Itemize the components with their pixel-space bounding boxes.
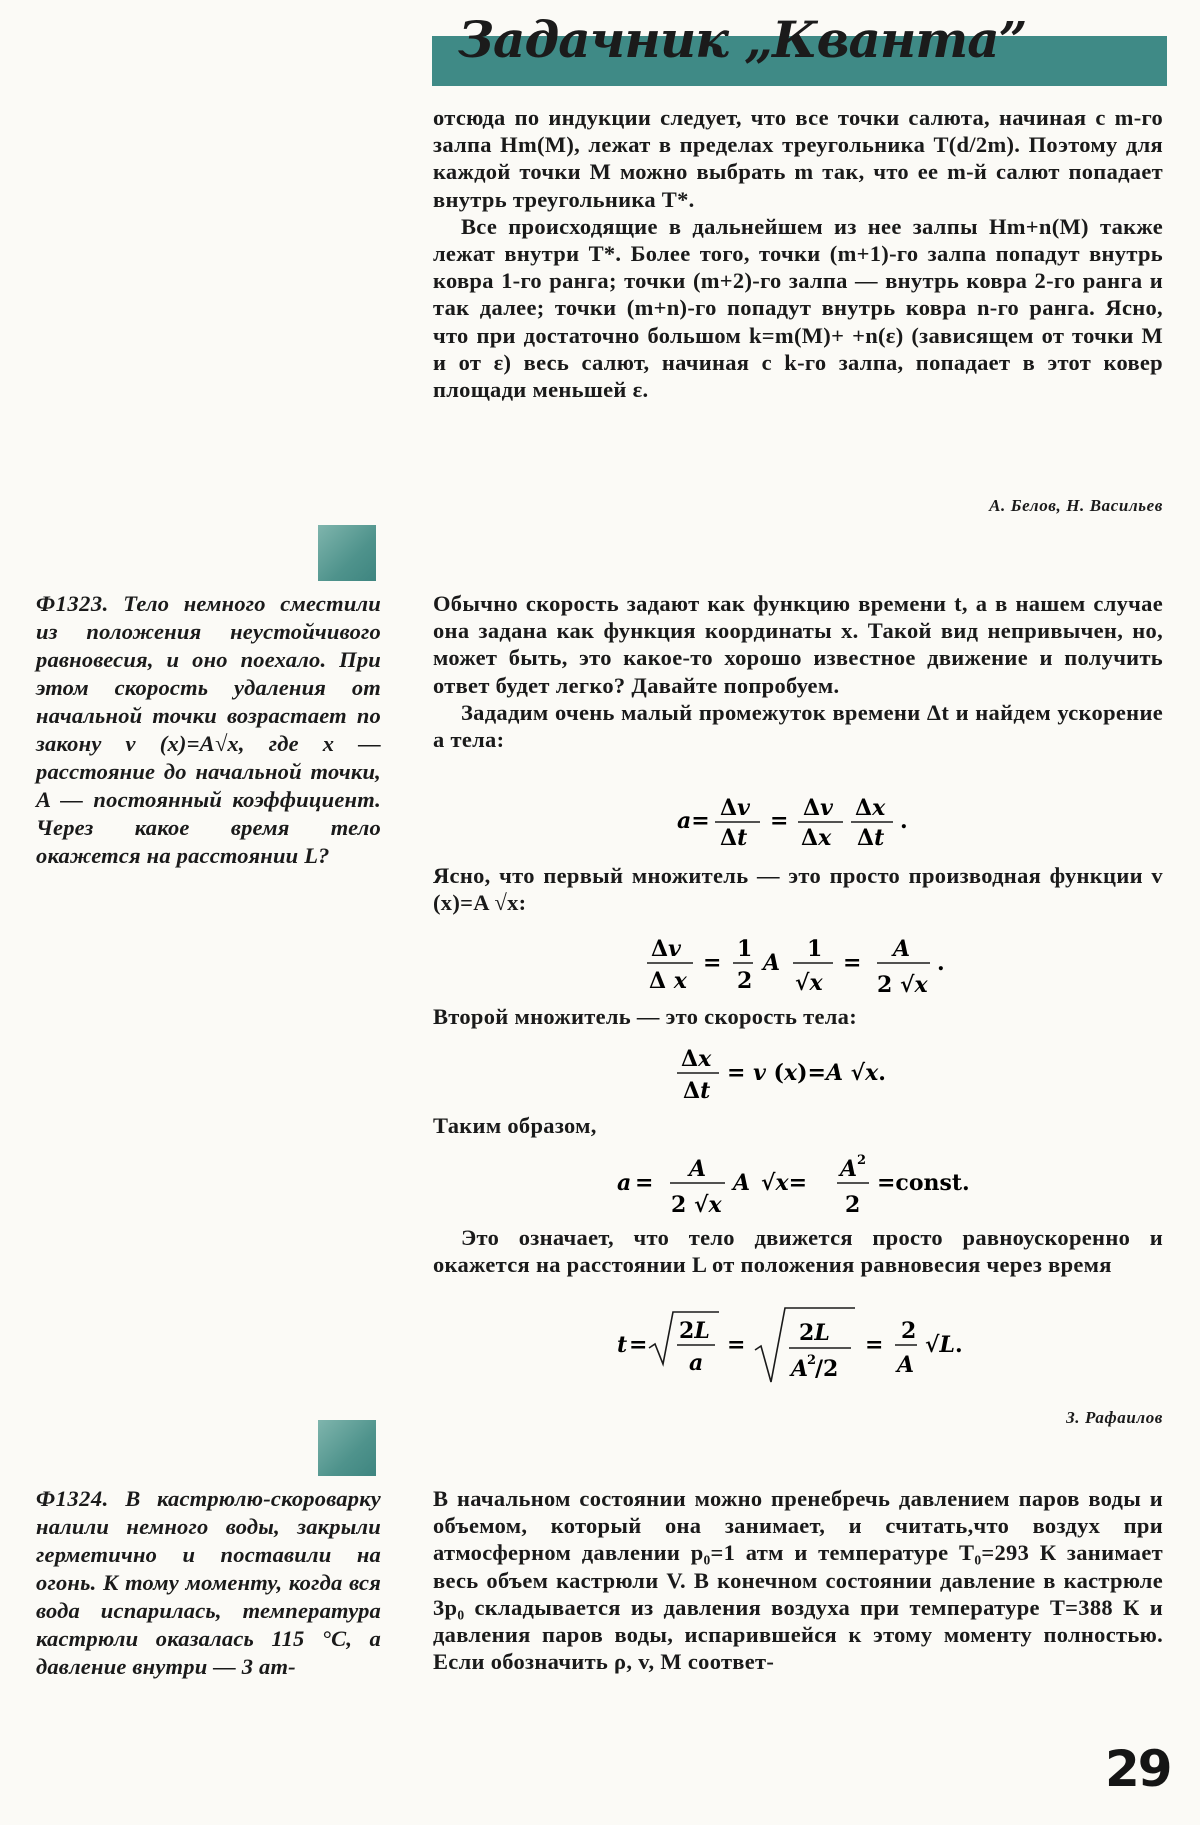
solution-paragraph-2: Зададим очень малый промежуток времени Δt и найдем ускорение a тела: xyxy=(433,699,1163,753)
svg-text:√x=: √x= xyxy=(761,1170,808,1196)
svg-text:Δx: Δx xyxy=(801,825,832,851)
problem-statement: Тело немного сместили из положения неустойчивого равновесия, и оно поехало. При этом скорость удаления от начальной точки возрастает по закону v (x)=A√x, где x — расстояние до начальной точки, A — постоянный коэффициент. Через какое время тело окажется на расстоянии L? xyxy=(36,591,381,868)
svg-text:√L.: √L. xyxy=(925,1332,963,1358)
solution-f1324-paragraph-1: В начальном состоянии можно пренебречь давлением паров воды и объемом, который она занимает, и считать,что воздух при атмосферном давлении p₀=1 атм и температуре T₀=293 К занимает весь объем кастрюли V. В конечном состоянии давление в кастрюле 3p₀ складывается из давления воздуха при температуре T=388 К и давления паров воды, испарившейся к этому моменту полностью. Если обозначить ρ, v, M соответ- xyxy=(433,1486,1163,1675)
formula-derivative xyxy=(645,930,965,1000)
svg-text:Δv: Δv xyxy=(651,936,681,962)
svg-text:2: 2 xyxy=(807,1353,817,1368)
svg-text:Δ x: Δ x xyxy=(649,968,687,994)
svg-text:=const.: =const. xyxy=(877,1170,970,1196)
formula-derivative-graphic xyxy=(645,930,965,1000)
svg-text:Δx: Δx xyxy=(681,1046,712,1072)
continuation-paragraph-2: Все происходящие в дальнейшем из нее залпы Hm+n(M) также лежат внутри T*. Более того, точки (m+1)-го залпа попадут внутрь ковра 1-го ранга; точки (m+2)-го залпа — внутрь ковра 2-го ранга и так далее; точки (m+n)-го попадут внутрь ковра n-го ранга. Ясно, что при достаточно большом k=m(M)+ +n(ε) (зависящем от точки M и от ε) весь салют, начиная с k-го залпа, попадает в этот ковер площади меньшей ε. xyxy=(433,213,1163,403)
svg-text:= v (x)=A √x.: = v (x)=A √x. xyxy=(727,1060,886,1086)
svg-text:t: t xyxy=(617,1332,628,1358)
svg-text:Δv: Δv xyxy=(720,795,750,821)
svg-text:=: = xyxy=(843,950,862,976)
svg-text:=: = xyxy=(770,808,789,834)
svg-text:1: 1 xyxy=(737,936,753,962)
formula-constant-acceleration xyxy=(615,1148,975,1220)
solution-paragraph-1: Обычно скорость задают как функцию времени t, а в нашем случае она задана как функция координаты x. Такой вид непривычен, но, может быть, это какое-то хорошо известное движение и получить ответ будет легко? Давайте попробуем. xyxy=(433,591,1163,698)
solution-f1323-conclusion xyxy=(433,1224,1163,1278)
svg-text:2L: 2L xyxy=(799,1320,830,1346)
formula-acceleration-graphic xyxy=(675,790,935,854)
svg-text:Δt: Δt xyxy=(683,1078,711,1104)
problem-number: Ф1323. xyxy=(36,591,109,616)
svg-text:=: = xyxy=(635,1170,654,1196)
svg-text:A: A xyxy=(893,936,911,962)
svg-text:/2: /2 xyxy=(815,1356,839,1382)
svg-text:Δt: Δt xyxy=(857,825,885,851)
page-number: 29 xyxy=(1105,1740,1171,1798)
formula-velocity xyxy=(675,1040,935,1106)
svg-text:2: 2 xyxy=(857,1153,867,1168)
journal-section-title: Задачник „Кванта” xyxy=(458,10,1027,69)
problem-statement: В кастрюлю-скороварку налили немного воды, закрыли герметично и поставили на огонь. К тому моменту, когда вся вода испарилась, температура кастрюли оказалась 115 °C, а давление внутри — 3 ат- xyxy=(36,1486,381,1679)
svg-text:a: a xyxy=(617,1170,632,1196)
svg-text:A: A xyxy=(897,1352,915,1378)
solution-paragraph-5: Таким образом, xyxy=(433,1113,597,1138)
svg-text:A: A xyxy=(791,1356,809,1382)
formula-time-graphic xyxy=(615,1302,995,1392)
svg-text:=: = xyxy=(703,950,722,976)
formula-velocity-graphic xyxy=(675,1040,935,1106)
svg-text:√x: √x xyxy=(795,970,823,996)
formula-constant-acceleration-graphic xyxy=(615,1148,975,1220)
continuation-block xyxy=(433,104,1163,403)
svg-text:a: a xyxy=(689,1350,704,1376)
solution-f1323-derivative xyxy=(433,862,1163,916)
formula-time xyxy=(615,1302,995,1392)
svg-text:A: A xyxy=(763,950,781,976)
svg-text:1: 1 xyxy=(807,936,823,962)
problem-f1324 xyxy=(36,1485,381,1681)
solution-paragraph-3: Ясно, что первый множитель — это просто производная функции v (x)=A √x: xyxy=(433,863,1163,916)
svg-text:Δt: Δt xyxy=(720,825,748,851)
svg-text:Δv: Δv xyxy=(803,795,833,821)
svg-text:2 √x: 2 √x xyxy=(671,1192,722,1218)
section-marker-swatch xyxy=(318,1420,376,1476)
svg-text:=: = xyxy=(727,1332,746,1358)
solution-paragraph-4: Второй множитель — это скорость тела: xyxy=(433,1004,858,1029)
svg-text:2: 2 xyxy=(845,1192,861,1218)
svg-text:.: . xyxy=(937,950,945,976)
svg-text:A: A xyxy=(733,1170,751,1196)
solution-f1323-thus xyxy=(433,1112,1163,1139)
svg-text:=: = xyxy=(629,1332,648,1358)
solution-f1324 xyxy=(433,1485,1163,1675)
svg-text:2 √x: 2 √x xyxy=(877,972,928,998)
svg-text:2: 2 xyxy=(737,968,753,994)
solution-paragraph-6: Это означает, что тело движется просто равноускоренно и окажется на расстоянии L от положения равновесия через время xyxy=(433,1225,1163,1278)
svg-text:A: A xyxy=(689,1156,707,1182)
problem-f1323 xyxy=(36,590,381,870)
svg-text:.: . xyxy=(900,808,908,834)
svg-text:a=: a= xyxy=(677,808,710,834)
continuation-paragraph-1: отсюда по индукции следует, что все точки салюта, начиная с m-го залпа Hm(M), лежат в пределах треугольника T(d/2m). Поэтому для каждой точки M можно выбрать m так, что ее m-й салют попадает внутрь треугольника T*. xyxy=(433,105,1163,212)
svg-text:2: 2 xyxy=(901,1318,917,1344)
svg-text:=: = xyxy=(865,1332,884,1358)
solution-f1323-intro xyxy=(433,590,1163,753)
section-marker-swatch xyxy=(318,525,376,581)
solution-f1323-second-factor xyxy=(433,1003,1163,1030)
problem-number: Ф1324. xyxy=(36,1486,109,1511)
svg-text:Δx: Δx xyxy=(855,795,886,821)
formula-acceleration xyxy=(675,790,935,854)
svg-text:2L: 2L xyxy=(679,1318,710,1344)
solution-f1323-signature: З. Рафаилов xyxy=(1066,1408,1163,1427)
continuation-signature: А. Белов, Н. Васильев xyxy=(989,496,1163,515)
svg-text:A: A xyxy=(840,1156,858,1182)
